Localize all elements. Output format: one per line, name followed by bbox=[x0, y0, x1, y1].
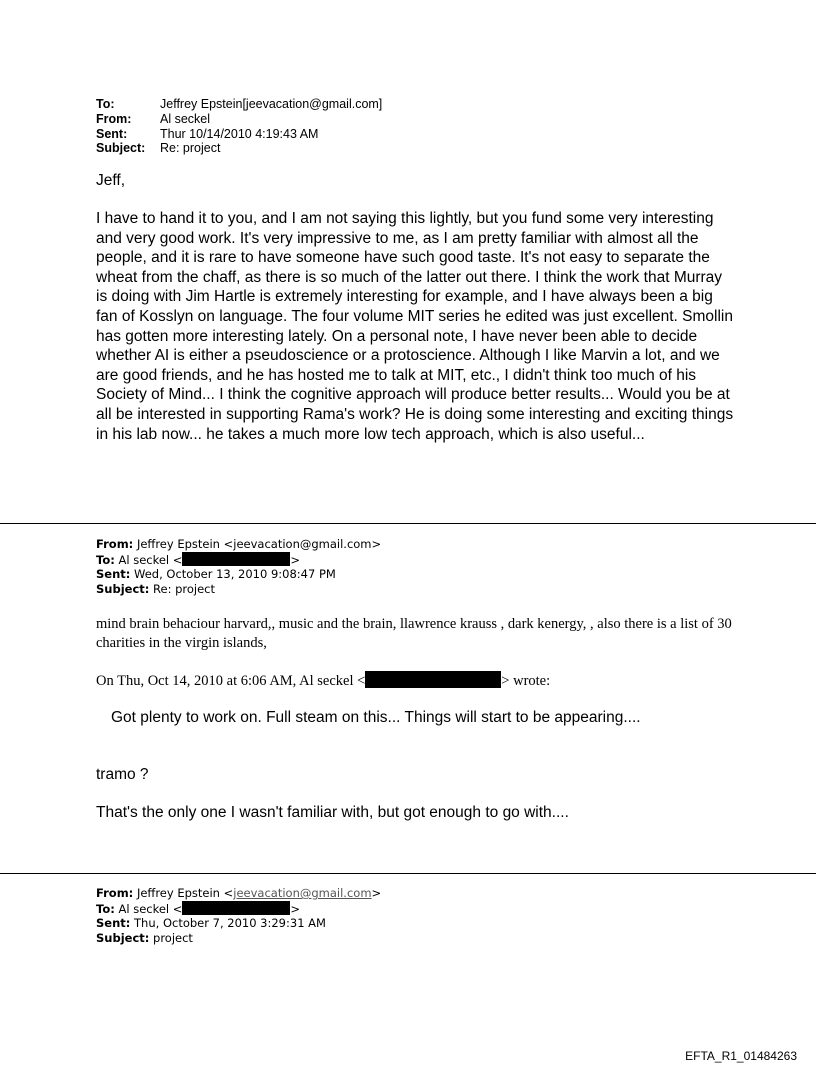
fwd1-sent-value: Wed, October 13, 2010 9:08:47 PM bbox=[134, 567, 336, 582]
subject-label: Subject: bbox=[96, 141, 146, 156]
from-label: From: bbox=[96, 111, 132, 126]
fwd1-to-label: To: bbox=[96, 552, 115, 567]
redaction-box bbox=[182, 901, 290, 915]
reply-line-1: Got plenty to work on. Full steam on this... Things will start to be appearing.... bbox=[111, 709, 641, 726]
fwd1-subject-value: Re: project bbox=[153, 581, 216, 596]
document-id: EFTA_R1_01484263 bbox=[685, 1049, 797, 1063]
quote-intro-prefix: On Thu, Oct 14, 2010 at 6:06 AM, Al seckel < bbox=[96, 673, 366, 689]
fwd2-sent-value: Thu, October 7, 2010 3:29:31 AM bbox=[134, 916, 326, 931]
subject-row bbox=[96, 141, 382, 156]
email-link[interactable]: jeevacation@gmail.com bbox=[233, 886, 372, 900]
fwd1-sent-label: Sent: bbox=[96, 567, 131, 582]
greeting: Jeff, bbox=[96, 172, 126, 189]
fwd1-subject-row bbox=[96, 582, 381, 597]
fwd2-to-suffix: > bbox=[290, 901, 301, 916]
fwd2-subject-value: project bbox=[153, 930, 193, 945]
fwd1-from-value: Jeffrey Epstein <jeevacation@gmail.com> bbox=[136, 537, 382, 551]
fwd1-from-row bbox=[96, 537, 381, 552]
subject-value: Re: project bbox=[160, 141, 221, 156]
fwd1-sent-row bbox=[96, 567, 381, 582]
fwd1-body: mind brain behaciour harvard,, music and the brain, llawrence krauss , dark kenergy, , also there is a list of 30 charities in the virgin islands, bbox=[96, 616, 732, 651]
to-row bbox=[96, 97, 382, 112]
divider-2 bbox=[0, 873, 816, 874]
fwd1-from-label: From: bbox=[96, 537, 134, 551]
to-label: To: bbox=[96, 97, 115, 111]
fwd1-subject-label: Subject: bbox=[96, 581, 150, 596]
fwd2-sent-row bbox=[96, 916, 381, 931]
fwd2-to-value: Al seckel < bbox=[118, 901, 183, 916]
fwd2-to-row bbox=[96, 901, 381, 917]
fwd2-from-prefix: Jeffrey Epstein < bbox=[136, 886, 234, 900]
message-body: I have to hand it to you, and I am not saying this lightly, but you fund some very interesting and very good work. It's very impressive to me, as I am pretty familiar with almost all the people, and it is rare to have someone have such good taste. It's not easy to separate the wheat from the chaff, as there is so much of the latter out there. I think the work that Murray is doing with Jim Hartle is extremely interesting for example, and I have always been a big fan of Kosslyn on language. The four volume MIT series he edited was just excellent. Smollin has gotten more interesting lately. On a personal note, I have never been able to decide whether AI is either a pseudoscience or a protoscience. Although I like Marvin a lot, and we are good friends, and he has hosted me to talk at MIT, etc., I didn't think too much of his Society of Mind... I think the cognitive approach will produce better results... Would you be at all be interested in supporting Rama's work? He is doing some interesting and exciting things in his lab now... he takes a much more low tech approach, which is also useful... bbox=[96, 210, 734, 443]
sent-label: Sent: bbox=[96, 126, 128, 141]
forward-header-2 bbox=[96, 886, 381, 945]
fwd2-sent-label: Sent: bbox=[96, 916, 131, 931]
fwd1-to-suffix: > bbox=[290, 552, 301, 567]
fwd1-to-row bbox=[96, 552, 381, 568]
fwd2-from-row bbox=[96, 886, 381, 901]
from-row bbox=[96, 112, 382, 127]
divider-1 bbox=[0, 523, 816, 524]
forward-header-1 bbox=[96, 537, 381, 596]
fwd2-from-label: From: bbox=[96, 886, 134, 900]
fwd2-from-suffix: > bbox=[371, 886, 382, 900]
email-header bbox=[96, 97, 382, 156]
quote-intro-suffix: > wrote: bbox=[501, 673, 551, 689]
fwd1-to-value: Al seckel < bbox=[118, 552, 183, 567]
redaction-box bbox=[182, 552, 290, 566]
to-value: Jeffrey Epstein[jeevacation@gmail.com] bbox=[160, 97, 383, 111]
fwd2-subject-label: Subject: bbox=[96, 930, 150, 945]
from-value: Al seckel bbox=[160, 111, 211, 126]
sent-value: Thur 10/14/2010 4:19:43 AM bbox=[160, 126, 319, 141]
reply-line-2: tramo ? bbox=[96, 766, 149, 783]
fwd2-to-label: To: bbox=[96, 901, 115, 916]
fwd2-subject-row bbox=[96, 931, 381, 946]
sent-row bbox=[96, 127, 382, 142]
redaction-box bbox=[365, 671, 501, 688]
reply-line-3: That's the only one I wasn't familiar with, but got enough to go with.... bbox=[96, 804, 569, 821]
quote-intro bbox=[96, 671, 550, 690]
